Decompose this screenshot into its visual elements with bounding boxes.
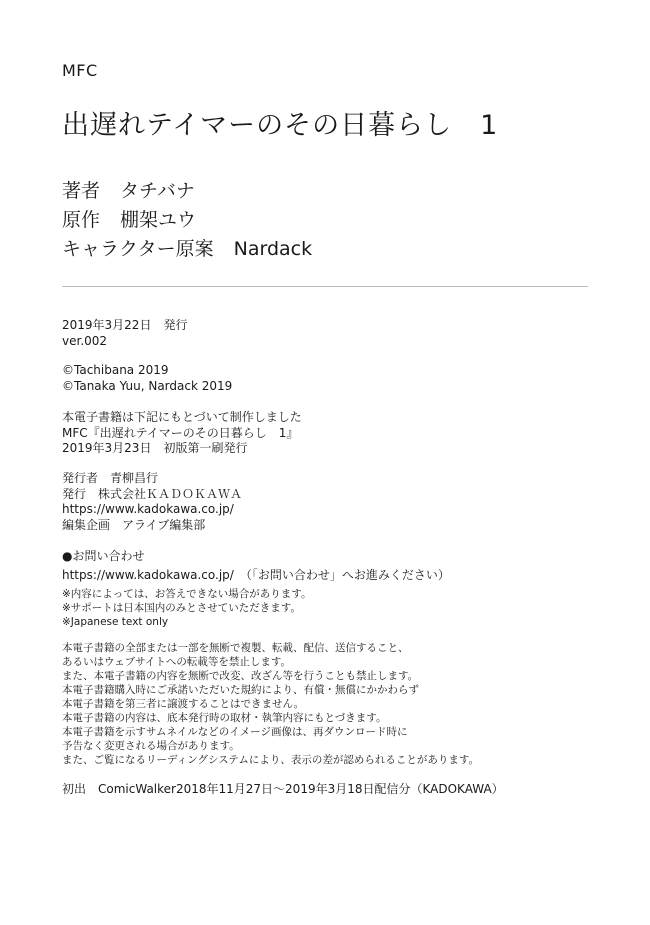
source-line: 本電子書籍は下記にもとづいて制作しました: [62, 410, 302, 424]
legal-line: また、ご覧になるリーディングシステムにより、表示の差が認められることがあります。: [62, 754, 480, 766]
publisher-label: 発行者: [62, 471, 99, 485]
credit-role: 原作: [62, 209, 101, 231]
publication-info: [62, 318, 187, 349]
source-line: 2019年3月23日 初版第一刷発行: [62, 441, 248, 455]
publisher-url-link[interactable]: https://www.kadokawa.co.jp/: [62, 502, 234, 516]
publication-date: 2019年3月22日 発行: [62, 318, 188, 332]
credit-name: 棚架ユウ: [120, 209, 197, 231]
issuer-name: 株式会社ＫＡＤＯＫＡＷＡ: [98, 486, 243, 501]
legal-line: 予告なく変更される場合があります。: [62, 740, 240, 752]
version: ver.002: [62, 333, 108, 348]
publisher-name: 青柳昌行: [110, 471, 159, 485]
imprint-label: MFC: [62, 61, 98, 80]
issuer-label: 発行: [62, 486, 87, 501]
contact-note: ※サポートは日本国内のみとさせていただきます。: [62, 602, 301, 614]
publisher-row: [62, 471, 242, 487]
credit-character-design: [62, 234, 312, 261]
contact-note: ※内容によっては、お答えできない場合があります。: [62, 588, 312, 600]
contact-note: ※Japanese text only: [62, 616, 169, 628]
credit-name: Nardack: [233, 238, 313, 260]
credit-original: [62, 205, 196, 232]
legal-line: 本電子書籍購入時にご承諾いただいた規約により、有償・無償にかかわらず: [62, 684, 419, 696]
editor-line: 編集企画 アライブ編集部: [62, 517, 206, 532]
book-title: 出遅れテイマーのその日暮らし 1: [62, 110, 499, 141]
legal-line: 本電子書籍の全部または一部を無断で複製、転載、配信、送信すること、: [62, 642, 409, 654]
divider: [62, 286, 588, 287]
copyright-line: ©Tachibana 2019: [62, 363, 169, 377]
contact-url-link[interactable]: https://www.kadokawa.co.jp/ （「お問い合わせ」へお進みください）: [62, 567, 450, 582]
legal-notice: [62, 641, 479, 767]
publisher-block: [62, 471, 242, 533]
source-line: MFC『出遅れテイマーのその日暮らし 1』: [62, 425, 299, 440]
copyright-block: [62, 363, 232, 394]
issuer-row: [62, 487, 242, 503]
source-block: [62, 410, 302, 457]
legal-line: また、本電子書籍の内容を無断で改変、改ざん等を行うことも禁止します。: [62, 670, 419, 682]
credit-name: タチバナ: [120, 180, 195, 202]
credit-author: [62, 176, 195, 203]
first-published: 初出 ComicWalker2018年11月27日〜2019年3月18日配信分（KADOKAWA）: [62, 782, 504, 796]
legal-line: 本電子書籍を第三者に譲渡することはできません。: [62, 698, 305, 710]
contact-block: [62, 549, 450, 583]
copyright-line: ©Tanaka Yuu, Nardack 2019: [62, 378, 233, 393]
contact-notes: [62, 587, 311, 629]
credit-role: キャラクター原案: [62, 238, 214, 260]
legal-line: 本電子書籍の内容は、底本発行時の取材・執筆内容にもとづきます。: [62, 712, 387, 724]
legal-line: 本電子書籍を示すサムネイルなどのイメージ画像は、再ダウンロード時に: [62, 726, 408, 738]
credit-role: 著者: [62, 180, 101, 202]
contact-heading: ●お問い合わせ: [62, 549, 145, 563]
legal-line: あるいはウェブサイトへの転載等を禁止します。: [62, 656, 292, 668]
